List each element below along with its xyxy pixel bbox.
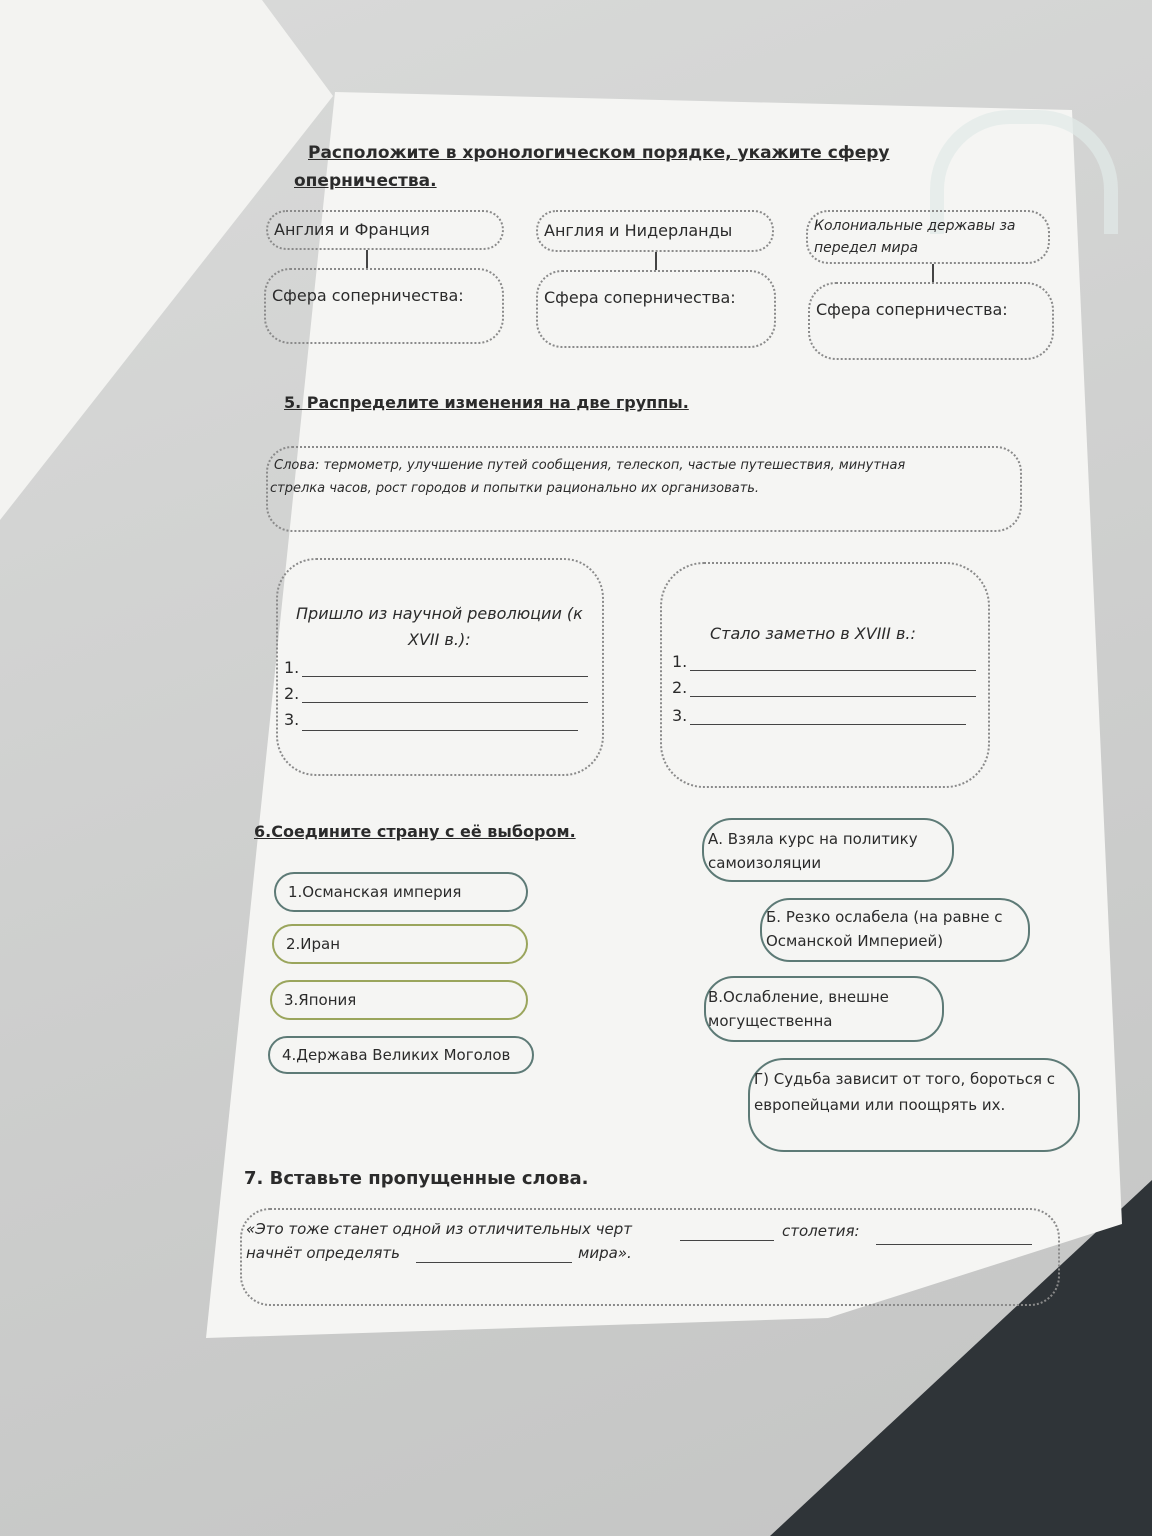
pair-box-1 xyxy=(266,210,504,250)
choice-v-line1: В.Ослабление, внешне xyxy=(708,988,889,1006)
sphere-label-2: Сфера соперничества: xyxy=(544,288,736,307)
group1-blank1[interactable] xyxy=(302,676,588,677)
country-4[interactable] xyxy=(268,1036,534,1074)
group2-num3: 3. xyxy=(672,706,688,725)
task7-line1-end: столетия: xyxy=(782,1222,860,1240)
group2-num1: 1. xyxy=(672,652,688,671)
country-1-label: 1.Османская империя xyxy=(288,883,462,901)
choice-v-line2: могущественна xyxy=(708,1012,833,1030)
pair-label-3-line2: передел мира xyxy=(814,240,919,256)
group1-num1: 1. xyxy=(284,658,300,677)
sphere-label-1: Сфера соперничества: xyxy=(272,286,464,305)
connector-1 xyxy=(366,250,368,268)
country-3-label: 3.Япония xyxy=(284,991,357,1009)
pair-box-3 xyxy=(806,210,1050,264)
task4-title-line1: Расположите в хронологическом порядке, укажите сферу xyxy=(308,143,890,163)
group2-heading: Стало заметно в XVIII в.: xyxy=(710,624,916,643)
connector-3 xyxy=(932,264,934,282)
connector-2 xyxy=(655,252,657,270)
group2-num2: 2. xyxy=(672,678,688,697)
task7-line1-start: «Это тоже станет одной из отличительных черт xyxy=(246,1220,633,1238)
task4-title-line2: оперничества. xyxy=(294,171,437,191)
task6-title: 6.Соедините страну с её выбором. xyxy=(254,822,576,841)
pair-label-2: Англия и Нидерланды xyxy=(544,221,733,240)
words-box xyxy=(266,446,1022,532)
choice-g-line2: европейцами или поощрять их. xyxy=(754,1096,1006,1114)
task7-box xyxy=(240,1208,1060,1306)
choice-g[interactable] xyxy=(748,1058,1080,1152)
group2-box xyxy=(660,562,990,788)
group1-heading-line1: Пришло из научной революции (к xyxy=(296,604,583,623)
sphere-box-2 xyxy=(536,270,776,348)
choice-g-line1: Г) Судьба зависит от того, бороться с xyxy=(754,1070,1055,1088)
group1-num2: 2. xyxy=(284,684,300,703)
sphere-box-3 xyxy=(808,282,1054,360)
task7-line2-end: мира». xyxy=(578,1244,632,1262)
words-line1: Слова: термометр, улучшение путей сообщения, телескоп, частые путешествия, минутная xyxy=(274,458,906,473)
pair-box-2 xyxy=(536,210,774,252)
sphere-label-3: Сфера соперничества: xyxy=(816,300,1008,319)
task7-blank2[interactable] xyxy=(876,1244,1032,1245)
group2-blank3[interactable] xyxy=(690,724,966,725)
pair-label-3-line1: Колониальные державы за xyxy=(814,218,1016,234)
country-1[interactable] xyxy=(274,872,528,912)
task7-title: 7. Вставьте пропущенные слова. xyxy=(244,1168,589,1189)
country-4-label: 4.Держава Великих Моголов xyxy=(282,1046,511,1064)
choice-b[interactable] xyxy=(760,898,1030,962)
country-2-label: 2.Иран xyxy=(286,935,341,953)
group2-blank2[interactable] xyxy=(690,696,976,697)
choice-a-line1: А. Взяла курс на политику xyxy=(708,830,918,848)
group1-heading-line2: XVII в.): xyxy=(408,630,471,649)
group1-box xyxy=(276,558,604,776)
task7-blank1[interactable] xyxy=(680,1240,774,1241)
choice-b-line2: Османской Империей) xyxy=(766,932,944,950)
choice-v[interactable] xyxy=(704,976,944,1042)
group1-blank3[interactable] xyxy=(302,730,578,731)
group2-blank1[interactable] xyxy=(690,670,976,671)
task7-line2-start: начнёт определять xyxy=(246,1244,400,1262)
words-line2: стрелка часов, рост городов и попытки рационально их организовать. xyxy=(270,481,760,496)
group1-num3: 3. xyxy=(284,710,300,729)
group1-blank2[interactable] xyxy=(302,702,588,703)
sphere-box-1 xyxy=(264,268,504,344)
country-2[interactable] xyxy=(272,924,528,964)
country-3[interactable] xyxy=(270,980,528,1020)
task5-title: 5. Распределите изменения на две группы. xyxy=(284,393,689,412)
task7-blank3[interactable] xyxy=(416,1262,572,1263)
choice-a-line2: самоизоляции xyxy=(708,854,822,872)
pair-label-1: Англия и Франция xyxy=(274,220,430,239)
choice-b-line1: Б. Резко ослабела (на равне с xyxy=(766,908,1003,926)
choice-a[interactable] xyxy=(702,818,954,882)
